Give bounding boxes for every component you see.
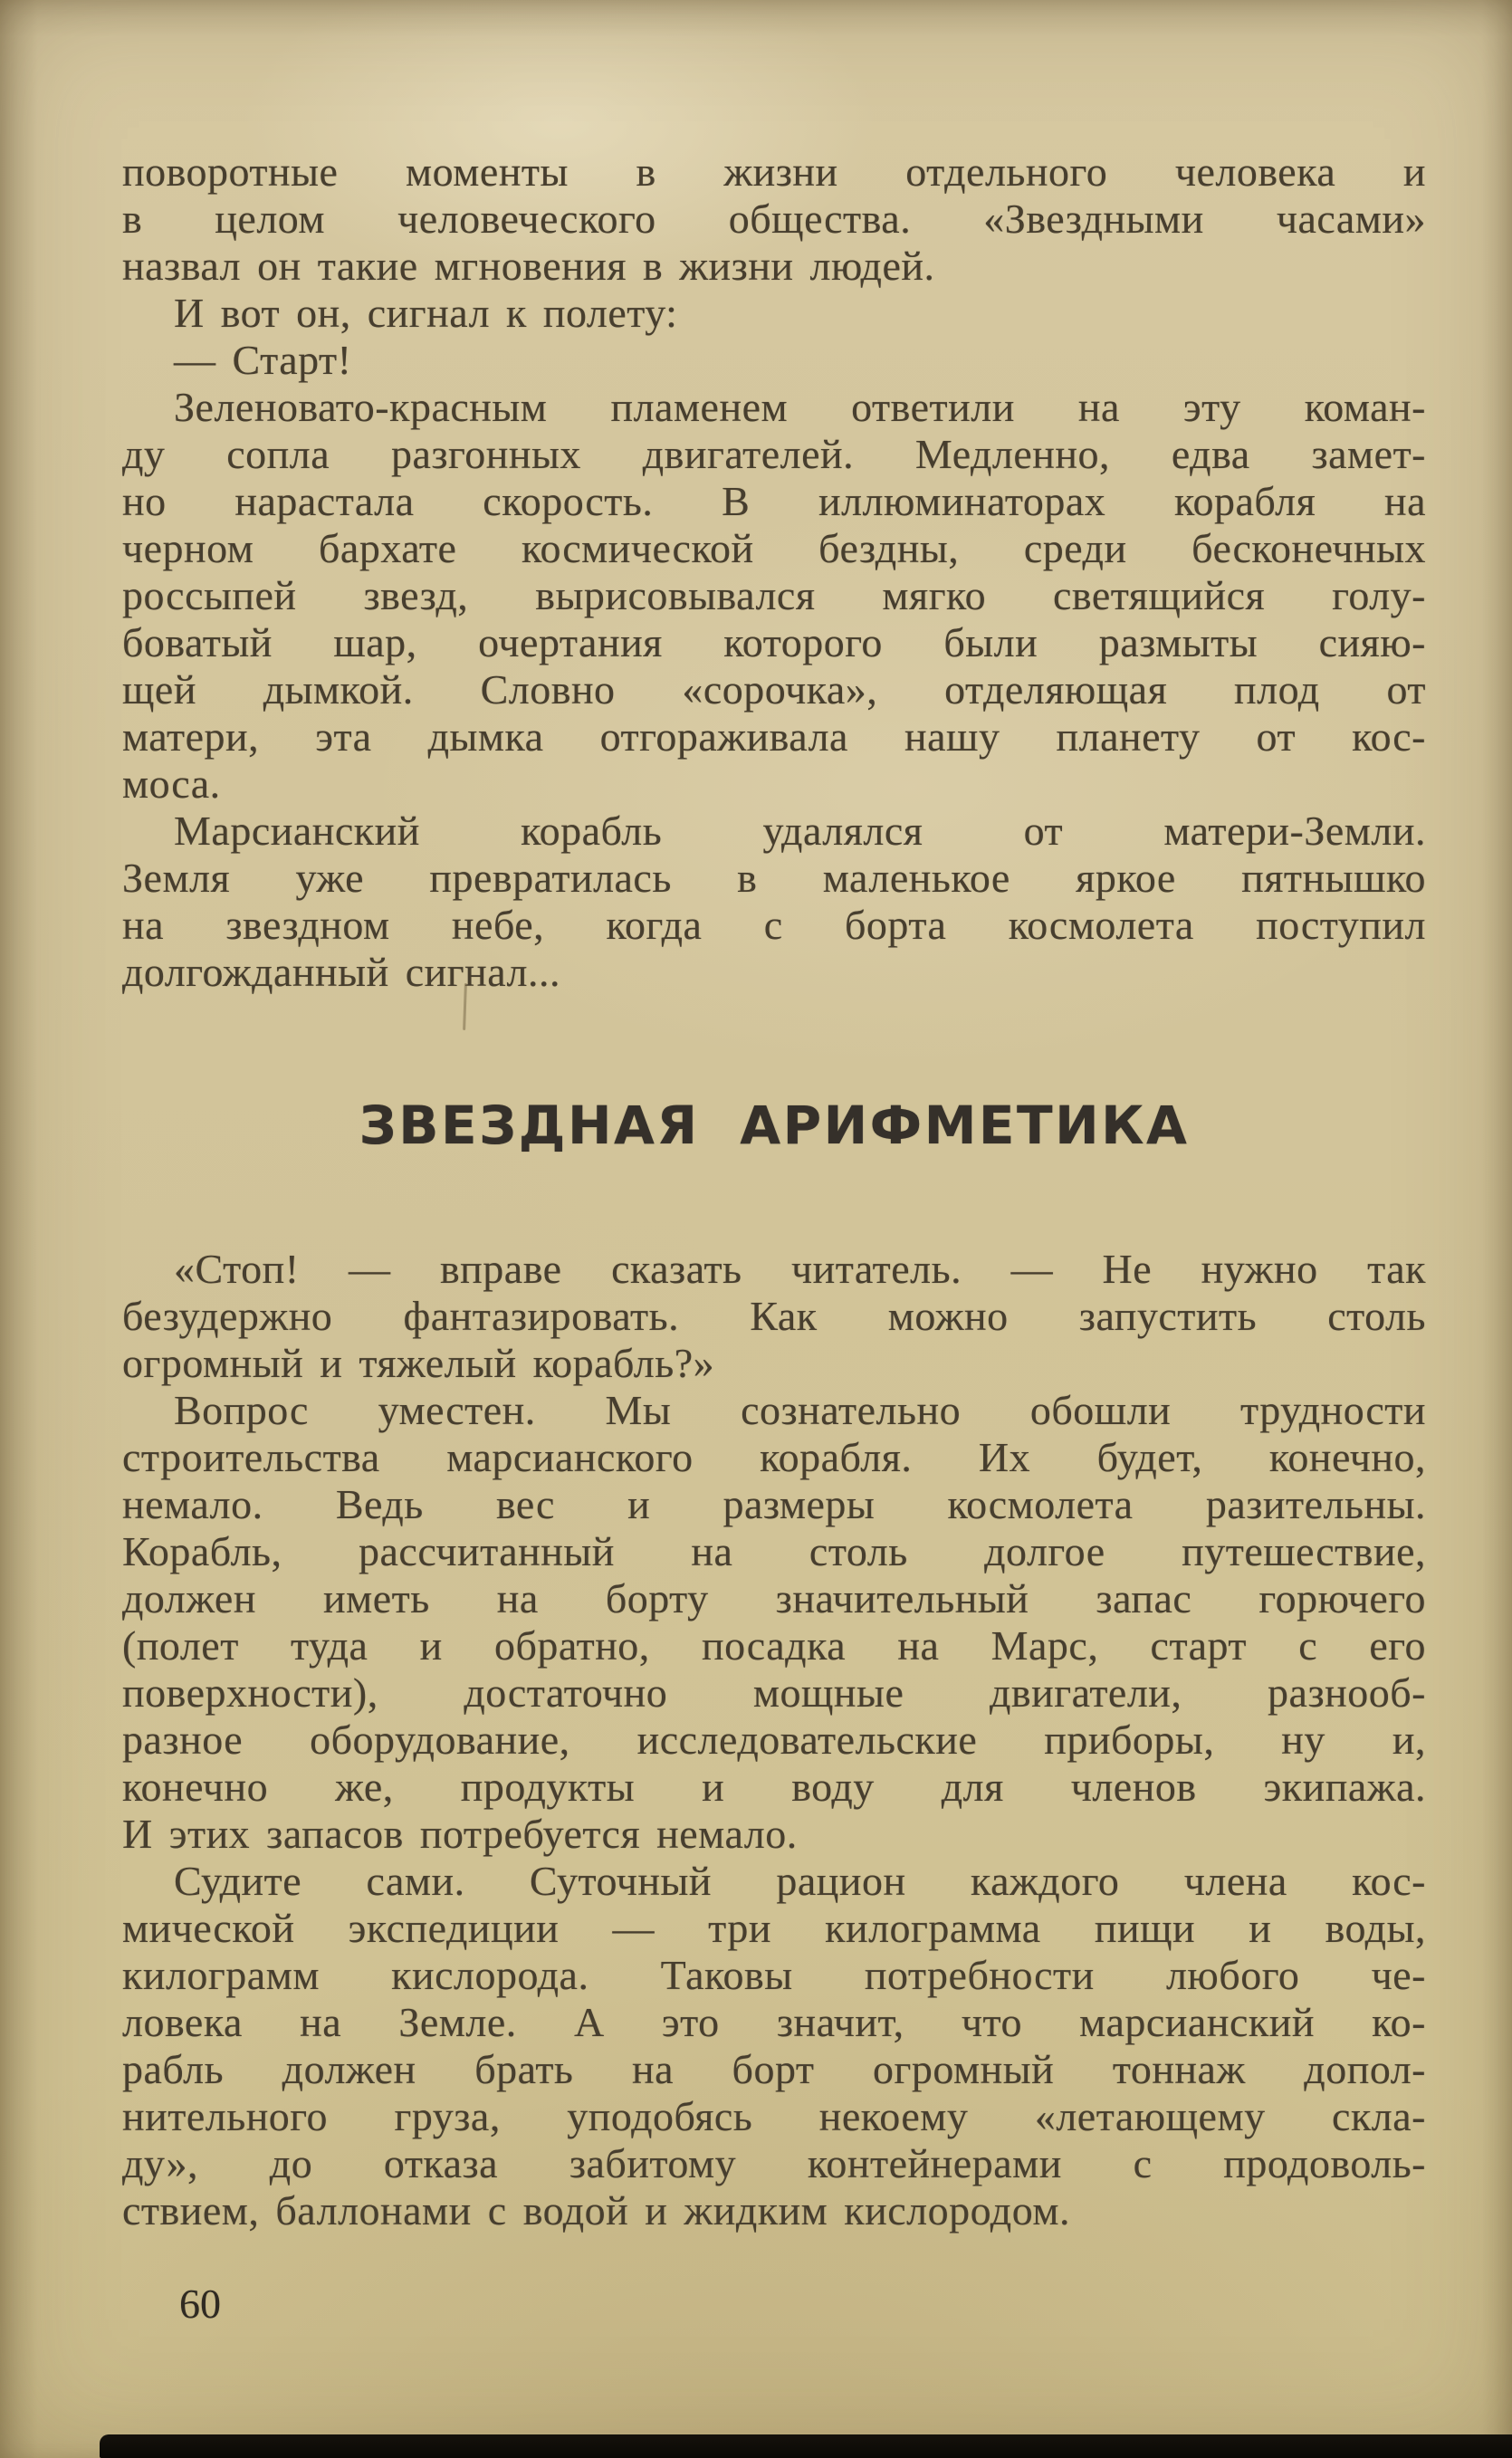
text-line: Марсианский корабль удалялся от матери-Земли. [174,808,1426,854]
text-line: огромный и тяжелый корабль?» [122,1340,715,1386]
text-line: ду», до отказа забитому контейнерами с продоволь- [122,2140,1426,2186]
text-line: россыпей звезд, вырисовывался мягко светящийся голу- [122,572,1426,618]
text-line: Земля уже превратилась в маленькое яркое пятнышко [122,855,1426,901]
text-line: безудержно фантазировать. Как можно запустить столь [122,1293,1426,1339]
text-line: килограмм кислорода. Таковы потребности любого че- [122,1952,1426,1998]
text-column [122,148,1426,2234]
paragraph [122,290,1426,337]
paragraph [122,148,1426,290]
text-line: ловека на Земле. А это значит, что марсианский ко- [122,1999,1426,2045]
text-line: нительного груза, уподобясь некоему «летающему скла- [122,2093,1426,2139]
paragraph [122,808,1426,996]
text-line: конечно же, продукты и воду для членов экипажа. [122,1764,1426,1810]
text-line: Зеленовато-красным пламенем ответили на эту коман- [174,384,1426,430]
text-line: ду сопла разгонных двигателей. Медленно, едва замет- [122,431,1426,477]
text-line: Корабль, рассчитанный на столь долгое путешествие, [122,1528,1426,1574]
text-line: Судите сами. Суточный рацион каждого члена кос- [174,1858,1426,1904]
scan-edge-bar [100,2434,1512,2458]
text-line: строительства марсианского корабля. Их будет, конечно, [122,1434,1426,1480]
paragraph [122,1858,1426,2234]
page-number: 60 [179,2281,221,2327]
text-line: но нарастала скорость. В иллюминаторах корабля на [122,478,1426,524]
text-line: рабль должен брать на борт огромный тоннаж допол- [122,2046,1426,2092]
chapter-heading: ЗВЕЗДНАЯ АРИФМЕТИКА [359,1095,1190,1156]
text-line: долгожданный сигнал... [122,949,560,995]
text-line: боватый шар, очертания которого были размыты сияю- [122,619,1426,665]
text-line: ствием, баллонами с водой и жидким кислородом. [122,2187,1070,2233]
text-line: — Старт! [174,337,352,383]
text-line: должен иметь на борту значительный запас горючего [122,1575,1426,1621]
text-line: назвал он такие мгновения в жизни людей. [122,243,935,289]
text-line: разное оборудование, исследовательские приборы, ну и, [122,1717,1426,1763]
text-line: поворотные моменты в жизни отдельного человека и [122,148,1426,195]
text-line: «Стоп! — вправе сказать читатель. — Не нужно так [174,1246,1426,1292]
text-line: матери, эта дымка отгораживала нашу планету от кос- [122,713,1426,760]
text-line: немало. Ведь вес и размеры космолета разительны. [122,1481,1426,1527]
text-line: черном бархате космической бездны, среди бесконечных [122,525,1426,571]
text-line: (полет туда и обратно, посадка на Марс, старт с его [122,1622,1426,1669]
paragraph [122,384,1426,808]
paragraph [122,1387,1426,1858]
text-line: щей дымкой. Словно «сорочка», отделяющая плод от [122,666,1426,713]
text-line: моса. [122,760,221,807]
text-line: на звездном небе, когда с борта космолета поступил [122,902,1426,948]
text-line: мической экспедиции — три килограмма пищи и воды, [122,1905,1426,1951]
text-line: И вот он, сигнал к полету: [174,290,678,336]
paragraph [122,337,1426,384]
text-line: Вопрос уместен. Мы сознательно обошли трудности [174,1387,1426,1433]
paragraph [122,1246,1426,1387]
text-line: поверхности), достаточно мощные двигатели, разнооб- [122,1669,1426,1716]
text-line: в целом человеческого общества. «Звездными часами» [122,196,1426,242]
text-line: И этих запасов потребуется немало. [122,1811,798,1857]
